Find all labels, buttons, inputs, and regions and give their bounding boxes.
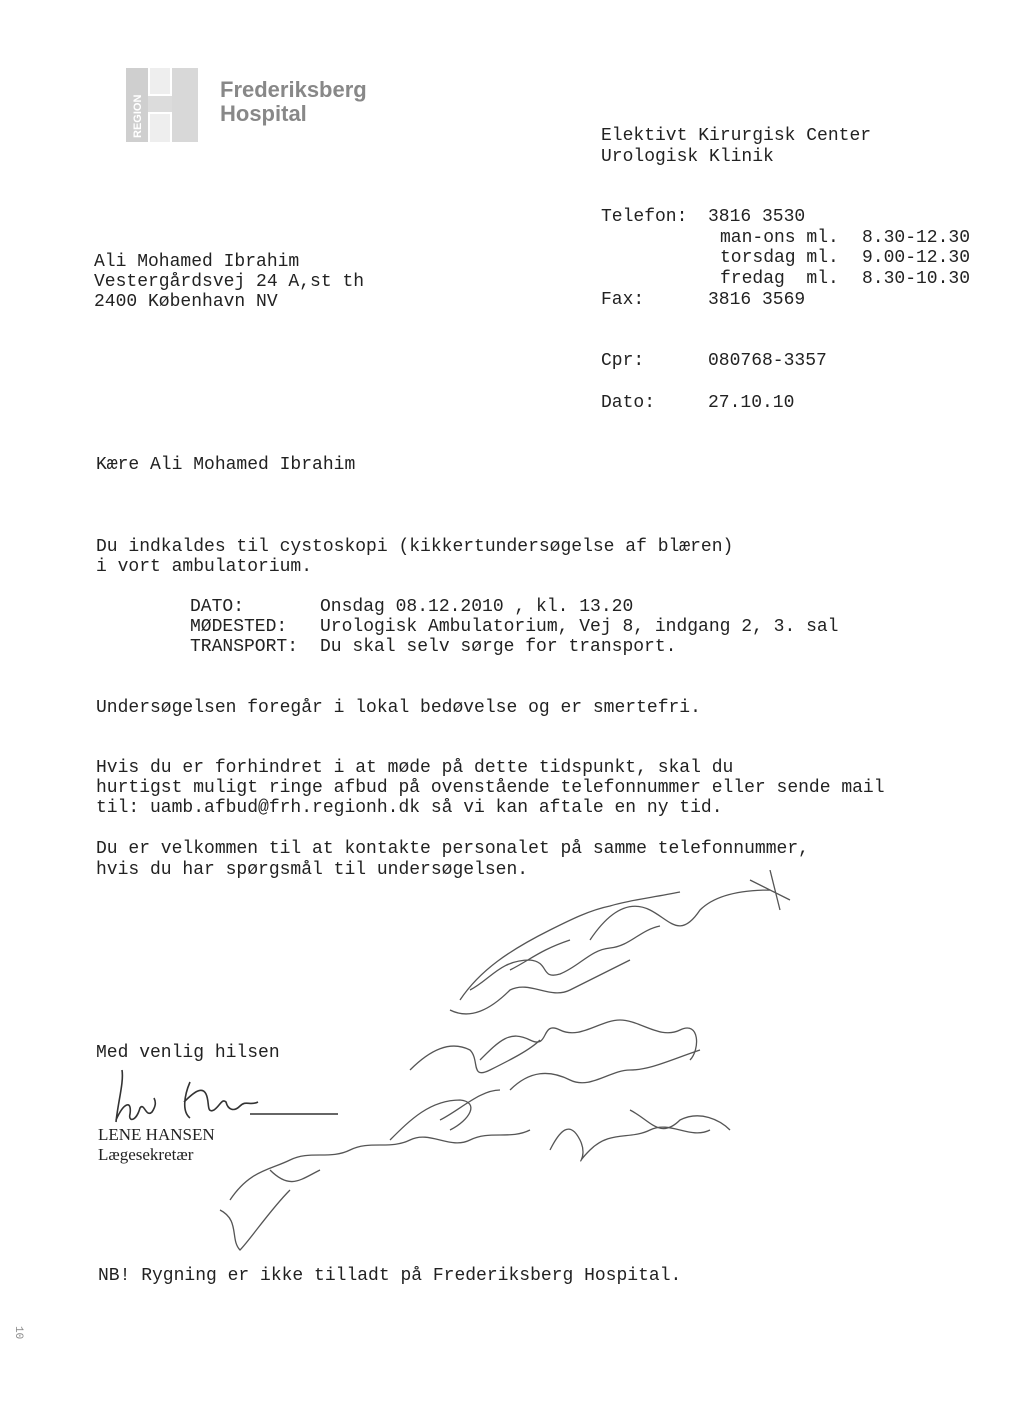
contact-paragraph-line1: Du er velkommen til at kontakte personalet på samme telefonnummer,: [96, 839, 809, 859]
hours-time: 8.30-12.30: [862, 228, 971, 248]
anesthesia-paragraph: Undersøgelsen foregår i lokal bedøvelse og er smertefri.: [96, 698, 701, 718]
hours-days: man-ons ml.: [720, 228, 839, 248]
margin-mark: 10: [12, 1326, 24, 1340]
hours-days: torsdag ml.: [720, 248, 839, 268]
recipient-street: Vestergårdsvej 24 A,st th: [94, 272, 365, 292]
phone-label: Telefon:: [601, 207, 688, 227]
hospital-logo-icon: [126, 68, 198, 142]
appointment-value: Du skal selv sørge for transport.: [320, 637, 677, 657]
hours-days: fredag ml.: [720, 269, 839, 289]
appointment-label: TRANSPORT:: [190, 637, 299, 657]
intro-line2: i vort ambulatorium.: [96, 557, 313, 577]
letter-date: 27.10.10: [708, 393, 795, 413]
appointment-label: DATO:: [190, 597, 245, 617]
intro-line1: Du indkaldes til cystoskopi (kikkertundersøgelse af blæren): [96, 537, 734, 557]
cancel-paragraph-line3: til: uamb.afbud@frh.regionh.dk så vi kan aftale en ny tid.: [96, 798, 723, 818]
greeting: Kære Ali Mohamed Ibrahim: [96, 455, 356, 475]
phone-number: 3816 3530: [708, 207, 806, 227]
cpr-number: 080768-3357: [708, 351, 827, 371]
fax-number: 3816 3569: [708, 290, 806, 310]
fax-label: Fax:: [601, 290, 645, 310]
department-line2: Urologisk Klinik: [601, 147, 774, 167]
appointment-label: MØDESTED:: [190, 617, 288, 637]
recipient-city: 2400 København NV: [94, 292, 278, 312]
footer-note: NB! Rygning er ikke tilladt på Frederiksberg Hospital.: [98, 1266, 682, 1286]
appointment-value: Onsdag 08.12.2010 , kl. 13.20: [320, 597, 634, 617]
hospital-name: Frederiksberg Hospital: [220, 77, 367, 126]
department-line1: Elektivt Kirurgisk Center: [601, 126, 872, 146]
signer-name: LENE HANSEN: [98, 1125, 215, 1144]
handwritten-scribble-icon: [210, 870, 810, 1260]
signer-title: Lægesekretær: [98, 1145, 194, 1164]
date-label: Dato:: [601, 393, 656, 413]
recipient-name: Ali Mohamed Ibrahim: [94, 252, 300, 272]
cpr-label: Cpr:: [601, 351, 645, 371]
cancel-paragraph-line2: hurtigst muligt ringe afbud på ovenstående telefonnummer eller sende mail: [96, 778, 885, 798]
cancel-paragraph-line1: Hvis du er forhindret i at møde på dette tidspunkt, skal du: [96, 758, 734, 778]
hours-time: 8.30-10.30: [862, 269, 971, 289]
appointment-value: Urologisk Ambulatorium, Vej 8, indgang 2, 3. sal: [320, 617, 839, 637]
closing: Med venlig hilsen: [96, 1043, 280, 1063]
svg-text:REGION: REGION: [132, 94, 144, 138]
contact-paragraph-line2: hvis du har spørgsmål til undersøgelsen.: [96, 860, 529, 880]
hours-time: 9.00-12.30: [862, 248, 971, 268]
